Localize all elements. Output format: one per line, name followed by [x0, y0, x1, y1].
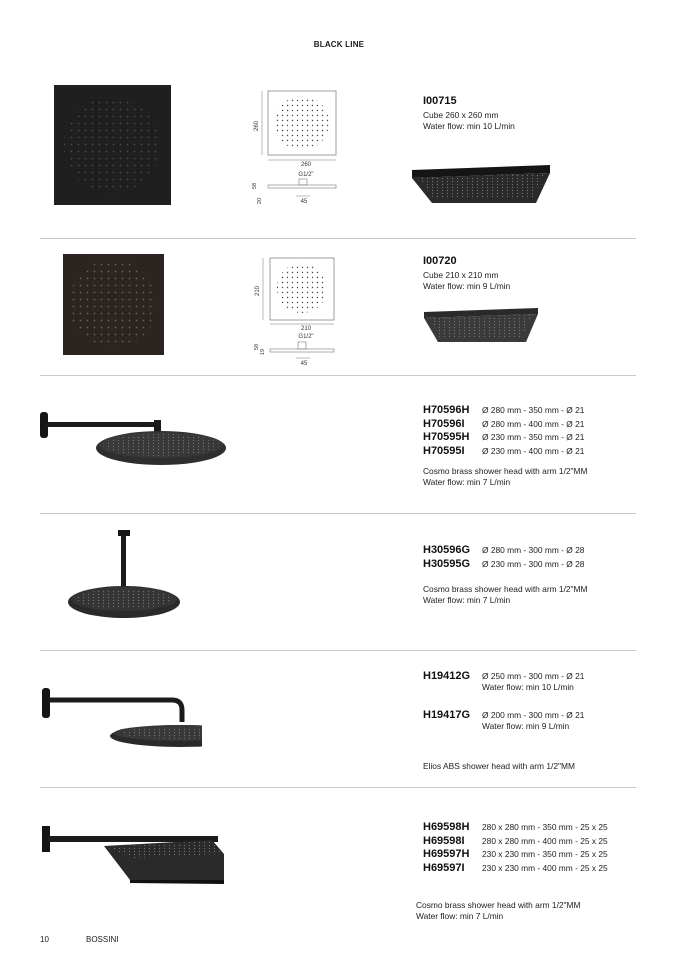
variant-row — [423, 558, 584, 572]
variant-code: H69598I — [423, 834, 465, 847]
variant-code: H30596G — [423, 544, 471, 556]
variant-spec: Ø 280 mm - 350 mm - Ø 21 — [482, 405, 585, 415]
variant-block — [423, 709, 584, 733]
variant-list — [423, 821, 608, 875]
water-flow: Water flow: min 7 L/min — [416, 911, 504, 921]
variant-code: H70596I — [423, 417, 465, 430]
product-desc: Cosmo brass shower head with arm 1/2"MM — [416, 900, 581, 910]
drawing-dim-h1: 58 — [252, 182, 258, 190]
variant-code: H19417G — [423, 709, 471, 721]
water-flow: Water flow: min 9 L/min — [482, 720, 570, 731]
section-divider — [40, 650, 636, 651]
section-divider — [40, 787, 636, 788]
brand-name: BOSSINI — [86, 935, 119, 944]
water-flow: Water flow: min 7 L/min — [423, 595, 511, 605]
section-divider — [40, 375, 636, 376]
variant-code: H19412G — [423, 670, 471, 682]
variant-list — [423, 404, 584, 458]
variant-row — [423, 848, 608, 862]
technical-drawing-cube-210 — [250, 255, 346, 367]
variant-spec: Ø 280 mm - 400 mm - Ø 21 — [482, 418, 585, 429]
variant-block — [423, 670, 584, 694]
variant-spec: Ø 250 mm - 300 mm - Ø 21 — [482, 671, 585, 681]
product-code: I00720 — [423, 255, 457, 267]
drawing-dim-arm: 45 — [300, 199, 308, 205]
product-photo-cube-260-angle — [410, 165, 554, 207]
variant-spec: 230 x 230 mm - 400 mm - 25 x 25 — [482, 862, 608, 873]
variant-spec: 280 x 280 mm - 400 mm - 25 x 25 — [482, 835, 608, 846]
product-photo-ceiling-round — [66, 530, 192, 620]
variant-row — [423, 431, 584, 445]
water-flow: Water flow: min 10 L/min — [423, 121, 515, 131]
drawing-thread: G1/2" — [298, 172, 314, 178]
drawing-dim-width: 210 — [300, 326, 312, 332]
drawing-thread: G1/2" — [298, 334, 314, 340]
variant-code: H70595I — [423, 444, 465, 457]
product-photo-cube-210 — [63, 254, 164, 355]
variant-code: H70596H — [423, 404, 470, 416]
page-number: 10 — [40, 935, 49, 944]
product-desc: Cosmo brass shower head with arm 1/2"MM — [423, 584, 588, 594]
drawing-dim-side: 210 — [255, 285, 261, 297]
water-flow: Water flow: min 7 L/min — [423, 477, 511, 487]
variant-code: H70595H — [423, 431, 470, 443]
water-flow: Water flow: min 9 L/min — [423, 281, 511, 291]
variant-code: H69597H — [423, 848, 470, 860]
drawing-dim-h1: 58 — [254, 343, 260, 351]
product-desc: Cosmo brass shower head with arm 1/2"MM — [423, 466, 588, 476]
variant-list — [423, 544, 584, 571]
variant-spec: 280 x 280 mm - 350 mm - 25 x 25 — [482, 822, 608, 832]
variant-spec: Ø 230 mm - 400 mm - Ø 21 — [482, 445, 585, 456]
product-photo-wall-round — [36, 406, 232, 468]
variant-row — [423, 445, 584, 459]
product-photo-elios — [42, 686, 202, 748]
section-divider — [40, 513, 636, 514]
product-photo-cube-210-angle — [422, 308, 540, 346]
variant-code: H69598H — [423, 821, 470, 833]
variant-row — [423, 821, 608, 835]
product-code: I00715 — [423, 95, 457, 107]
variant-spec: Ø 230 mm - 350 mm - Ø 21 — [482, 432, 585, 442]
variant-spec: Ø 280 mm - 300 mm - Ø 28 — [482, 545, 585, 555]
drawing-dim-arm: 45 — [300, 361, 308, 367]
variant-row — [423, 862, 608, 876]
product-desc: Cube 260 x 260 mm — [423, 110, 499, 120]
page-header: BLACK LINE — [313, 40, 365, 49]
water-flow: Water flow: min 10 L/min — [482, 681, 574, 692]
product-photo-wall-square — [42, 826, 228, 884]
variant-row — [423, 404, 584, 418]
variant-flow-row — [423, 681, 584, 695]
product-desc: Elios ABS shower head with arm 1/2"MM — [423, 761, 575, 771]
drawing-dim-h2: 19 — [260, 348, 266, 356]
variant-flow-row — [423, 720, 584, 734]
technical-drawing-cube-260 — [250, 88, 346, 208]
variant-row — [423, 835, 608, 849]
variant-code: H69597I — [423, 861, 465, 874]
variant-code: H30595G — [423, 557, 471, 570]
drawing-dim-side: 260 — [254, 120, 260, 132]
variant-spec: 230 x 230 mm - 350 mm - 25 x 25 — [482, 849, 608, 859]
variant-spec: Ø 200 mm - 300 mm - Ø 21 — [482, 710, 585, 720]
variant-row — [423, 418, 584, 432]
drawing-dim-h2: 20 — [257, 197, 263, 205]
variant-row — [423, 544, 584, 558]
section-divider — [40, 238, 636, 239]
variant-spec: Ø 230 mm - 300 mm - Ø 28 — [482, 558, 585, 569]
product-desc: Cube 210 x 210 mm — [423, 270, 499, 280]
drawing-dim-width: 260 — [300, 162, 312, 168]
product-photo-cube-260 — [54, 85, 171, 205]
